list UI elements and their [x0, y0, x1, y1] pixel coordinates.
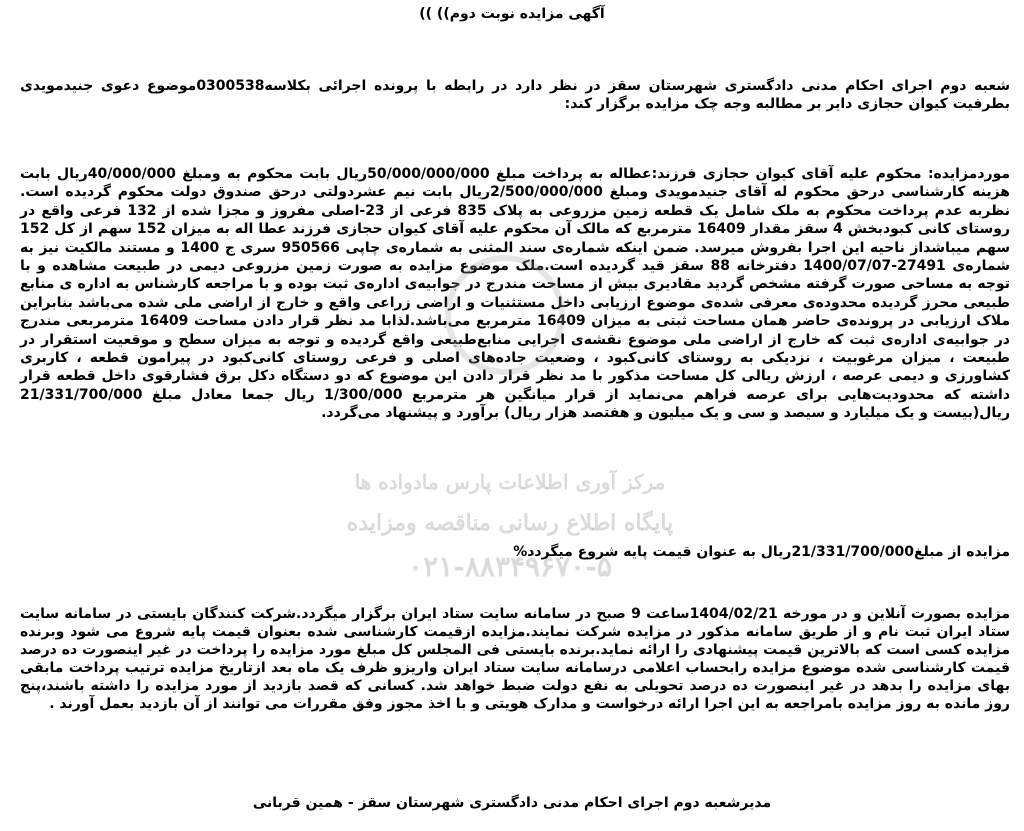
watermark-line-2: پایگاه اطلاع رسانی مناقصه ومزایده	[346, 510, 674, 536]
intro-paragraph: شعبه دوم اجرای احکام مدنی دادگستری شهرستان سقز در نظر دارد در رابطه با پرونده اجرائی بکلاسه0300538موضوع دعوی جنیدمویدی بطرفیت کیوان حجازی دایر بر مطالبه وجه چک مزایده برگزار کند:	[20, 78, 1010, 113]
watermark-line-1: مرکز آوری اطلاعات پارس مادواده ها	[354, 470, 666, 494]
auction-subject-label: موردمزایده:	[927, 166, 1011, 182]
base-price-paragraph: مزایده از مبلغ21/331/700/000ریال به عنوان قیمت پایه شروع میگردد%	[513, 544, 1010, 560]
auction-subject-paragraph	[20, 165, 1010, 423]
watermark-phone: ۰۲۱-۸۸۳۴۹۶۷۰-۵	[408, 550, 612, 583]
signature-line: مدیرشعبه دوم اجرای احکام مدنی دادگستری شهرستان سقز - همین قربانی	[252, 795, 772, 811]
auction-terms-paragraph: مزایده بصورت آنلاین و در مورخه 1404/02/21ساعت 9 صبح در سامانه سایت ستاد ایران برگزار میگردد.شرکت کنندگان بایستی در سامانه سایت ستاد ایران ثبت نام و از طریق سامانه مذکور در مزایده شرکت نمایند.مزایده ازقیمت کارشناسی شده بعنوان قیمت پایه شروع می شود وبرنده مزایده کسی است که بالاترین قیمت پیشنهادی را ارائه نماید.برنده بایستی فی المجلس کل مبلغ مورد مزایده را پرداخت در غیر اینصورت ده درصد قیمت کارشناسی شده موضوع مزایده رابحساب اعلامی درسامانه سایت ستاد ایران واریزو ظرف یک ماه بعد ازتاریخ مزایده ترتیب پرداخت مابقی بهای مزایده را بدهد در غیر اینصورت ده درصد تحویلی به نفع دولت ضبط خواهد شد. کسانی که قصد بازدید از مورد مزایده را داشته باشند،پنج روز مانده به روز مزایده بامراجعه به این اجرا ارائه درخواست و مدارک هویتی و با اخذ مجوز وفق مقررات می توانند از آن بازدید بعمل آورند .	[20, 606, 1010, 712]
auction-subject-text: محکوم علیه آقای کیوان حجازی فرزند:عطاله به پرداخت مبلغ 50/000/000/000ریال بابت محکوم به ومبلغ 40/000/000ریال بابت هزینه کارشناسی درحق محکوم له آقای جنیدمویدی ومبلغ 2/500/000/000ریال بابت نیم عشردولتی درحق صندوق دولت محکوم گردیده است. نظربه عدم پرداخت محکوم به ملک شامل یک قطعه زمین مزروعی به پلاک 835 فرعی از 23-اصلی مفروز و مجزا شده از 132 فرعی واقع در روستای کانی کبودبخش 4 سقز مقدار 16409 مترمربع که مالک آن محکوم علیه آقای کیوان حجازی فرزند عطا اله به میزان 152 سهم از کل 152 سهم میباشداز ناحیه این اجرا بفروش میرسد. ضمن اینکه شماره‌ی سند المثنی به شماره‌ی چاپی 950566 سری ج 1400 و مستند مالکیت نیز به شماره‌ی 27491-1400/07/07 دفترخانه 88 سقز قید گردیده است.ملک موضوع مزایده به صورت زمین مزروعی دیمی در طبیعت مشاهده و با توجه به مساحی صورت گرفته مشخص گردید مقادیری بیش از مساحت مندرج در جوابیه‌ی اداره‌ی ثبت بوده و با مراجعه کارشناس به اداره ی منابع طبیعی محرز گردیده محدوده‌ی معرفی شده‌ی موضوع ارزیابی داخل مستثنیات و اراضی زراعی واقع و خارج از اراضی ملی شده می‌باشد بنابراین ملاک ارزیابی در پرونده‌ی حاضر همان مساحت ثبتی به میزان 16409 مترمربع می‌باشد.لذابا مد نظر قرار دادن مساحت 16409 مترمربعی مندرج در جوابیه‌ی اداره‌ی ثبت که خارج از اراضی ملی موضوع نقشه‌ی اجرایی منابع‌طبیعی واقع گردیده و توجه به میزان سطح و موقعیت استقرار در طبیعت ، میزان مرغوبیت ، نزدیکی به روستای کانی‌کبود ، وضعیت جاده‌های اصلی و فرعی روستای کانی‌کبود در پیرامون قطعه ، کاربری کشاورزی و دیمی عرصه ، ارزش ریالی کل مساحت مذکور با مد نظر قرار دادن این موضوع که دو دستگاه دکل برق فشارقوی داخل قطعه قرار داشته که محدودیت‌هایی برای عرصه فراهم می‌نماید از قرار میانگین هر مترمربع 1/300/000 ریال جمعا معادل مبلغ 21/331/700/000 ریال(بیست و یک میلیارد و سیصد و سی و یک میلیون و هفتصد هزار ریال) برآورد و پیشنهاد می‌گردد.	[20, 166, 1011, 422]
notice-title: آگهی مزایده نوبت دوم)) ))	[419, 6, 605, 22]
